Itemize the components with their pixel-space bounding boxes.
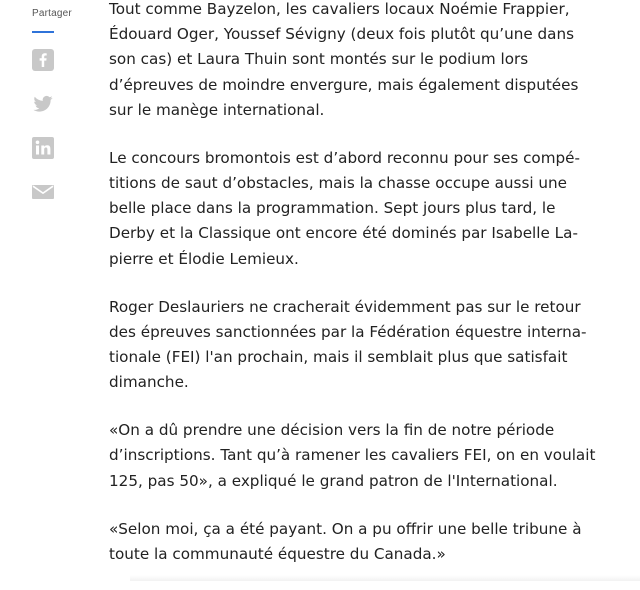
share-facebook-button[interactable] [32,49,54,71]
bottom-fade [130,575,640,581]
article-paragraph-2: Le concours bromontois est d’abord reconnu pour ses compétitions de saut d’obstacles, mais la chasse occupe aussi une belle place dans la programmation. Sept jours plus tard, le Derby et la Classique ont encore été dominés par Isabelle Lapierre et Élodie Lemieux. [109,148,580,268]
facebook-icon [32,49,54,71]
share-rail [32,8,92,225]
share-label: Partager [32,8,72,19]
mail-icon [32,181,54,203]
twitter-icon [32,93,54,115]
article-paragraph-1: Tout comme Bayzelon, les cavaliers locaux Noémie Frappier, Édouard Oger, Youssef Sévigny (deux fois plutôt qu’une dans son cas) et Laura Thuin sont montés sur le podium lors d’épreuves de moindre envergure, mais également disputées sur le manège international. [109,0,579,119]
share-email-button[interactable] [32,181,54,203]
article-paragraph-5: «Selon moi, ça a été payant. On a pu offrir une belle tribune à toute la communauté équestre du Canada.» [109,519,582,563]
article-paragraph-4: «On a dû prendre une décision vers la fin de notre période d’inscriptions. Tant qu’à ramener les cavaliers FEI, on en voulait 125, pas 50», a expliqué le grand patron de l'International. [109,421,596,490]
share-twitter-button[interactable] [32,93,54,115]
linkedin-icon [32,137,54,159]
article-body [109,0,604,590]
article-paragraph-3: Roger Deslauriers ne cracherait évidemment pas sur le retour des épreuves sanctionnées par la Fédération équestre internationale (FEI) l'an prochain, mais il semblait plus que satisfait dimanche. [109,297,587,392]
share-label-underline [32,31,54,33]
share-linkedin-button[interactable] [32,137,54,159]
